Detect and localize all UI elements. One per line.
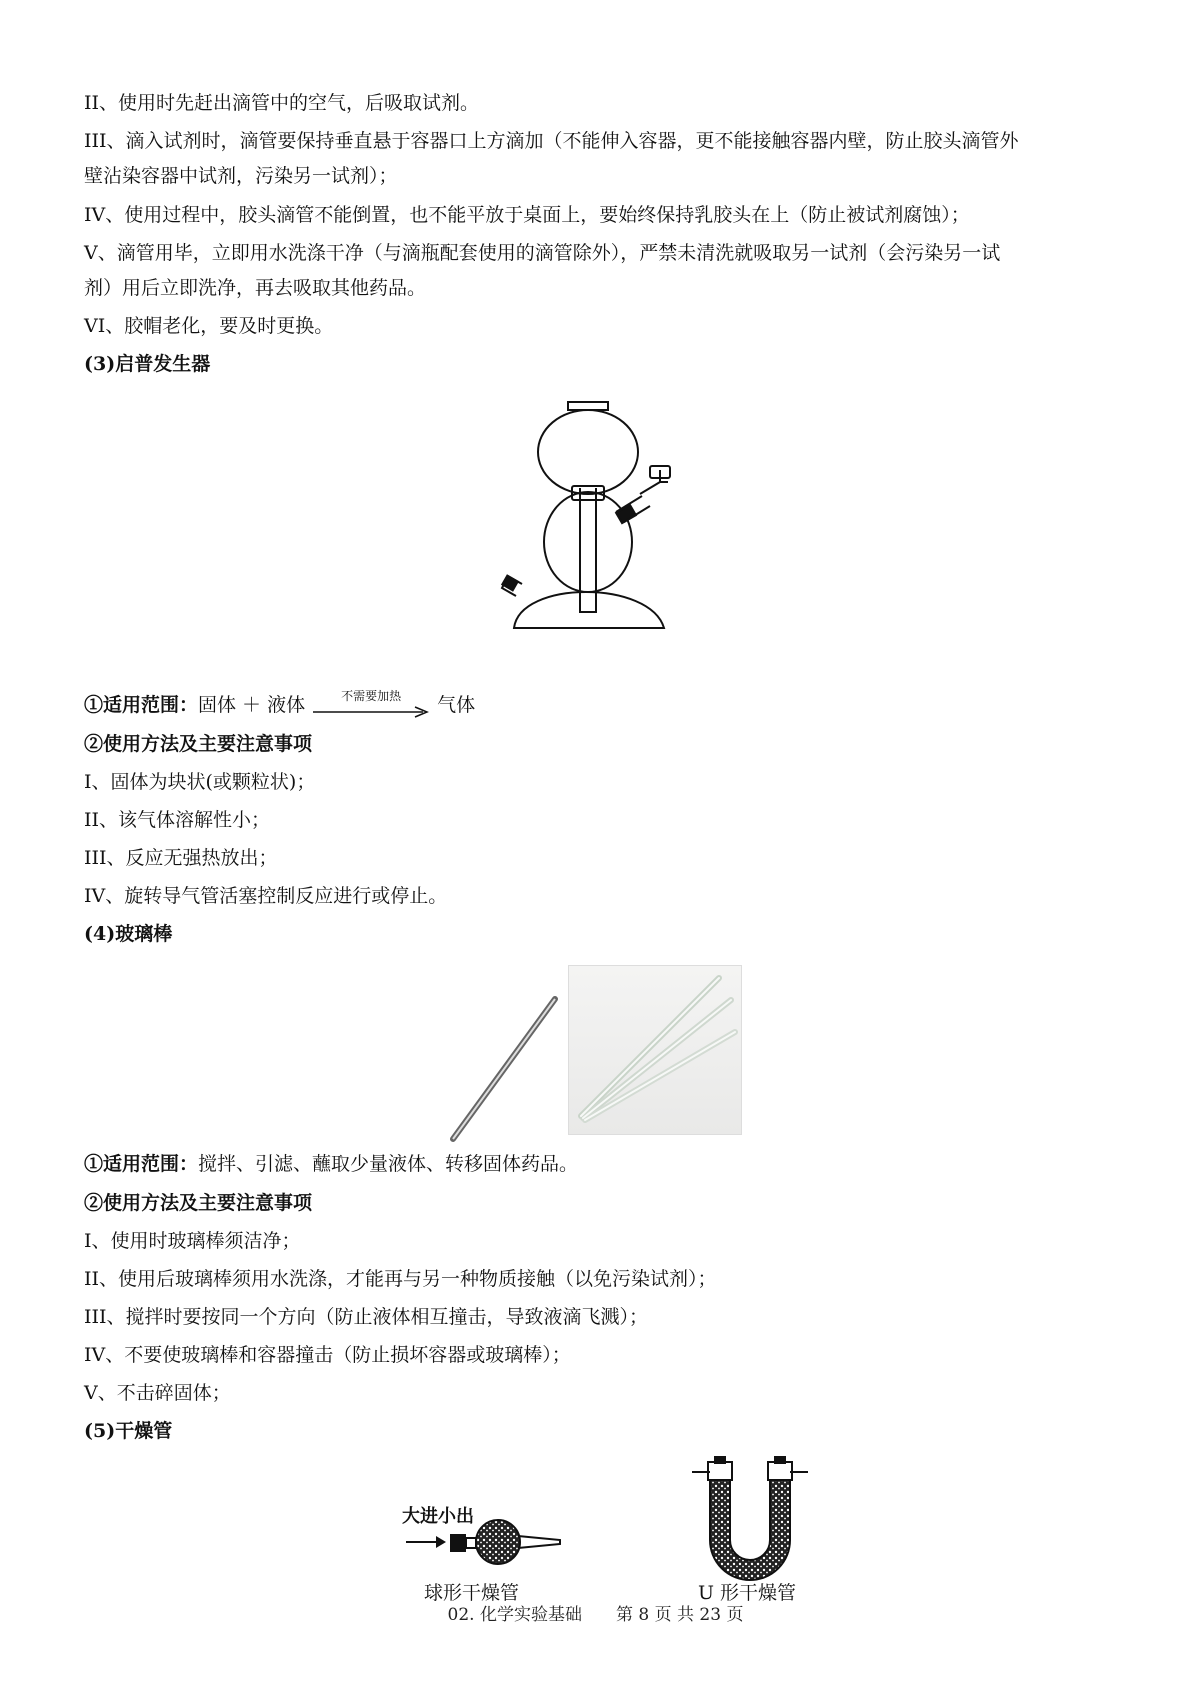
kipp-heading: (3)启普发生器 [84,353,211,375]
kipp-generator-figure [500,400,700,632]
kipp-item-4: IV、旋转导气管活塞控制反应进行或停止。 [84,885,448,907]
u-drying-tube-caption: U 形干燥管 [698,1582,797,1604]
rod-usage-heading: ②使用方法及主要注意事项 [84,1192,313,1214]
rod-item-1: I、使用时玻璃棒须洁净； [84,1230,301,1252]
glass-rods-icon [569,966,741,1134]
arrow-label: 不需要加热 [341,689,402,703]
kipp-scope-left: 固体 ＋ 液体 [198,694,306,716]
kipp-scope-right: 气体 [437,694,476,716]
dropper-item-2: II、使用时先赶出滴管中的空气，后吸取试剂。 [84,92,480,114]
kipp-usage-heading: ②使用方法及主要注意事项 [84,733,313,755]
right-arrow-icon [311,699,431,725]
dropper-item-3: III、滴入试剂时，滴管要保持垂直悬于容器口上方滴加（不能伸入容器，更不能接触容器内壁，防止胶头滴管外 [84,130,1019,152]
dropper-item-5-cont: 剂）用后立即洗净，再去吸取其他药品。 [84,277,427,299]
ball-drying-tube-caption: 球形干燥管 [424,1582,520,1604]
dropper-item-5: V、滴管用毕，立即用水洗涤干净（与滴瓶配套使用的滴管除外），严禁未清洗就吸取另一试剂（会污染另一试 [84,242,1001,264]
rod-item-4: IV、不要使玻璃棒和容器撞击（防止损坏容器或玻璃棒）； [84,1344,571,1366]
rod-item-5: V、不击碎固体； [84,1382,231,1404]
page-footer: 02. 化学实验基础 第 8 页 共 23 页 [447,1605,744,1625]
in-out-label: 大进小出 [402,1506,474,1527]
u-drying-tube-figure [690,1454,810,1584]
drying-heading: (5)干燥管 [84,1420,173,1442]
rod-heading: (4)玻璃棒 [84,923,173,945]
dropper-item-6: VI、胶帽老化，要及时更换。 [84,315,334,337]
kipp-item-3: III、反应无强热放出； [84,847,278,869]
rod-scope-text: 搅拌、引滤、蘸取少量液体、转移固体药品。 [198,1153,579,1175]
ball-drying-tube-figure [404,1514,564,1574]
glass-rod-drawing [445,995,565,1145]
kipp-item-1: I、固体为块状(或颗粒状)； [84,771,316,793]
kipp-scope-row [84,690,475,719]
rod-item-3: III、搅拌时要按同一个方向（防止液体相互撞击，导致液滴飞溅）； [84,1306,649,1328]
kipp-item-2: II、该气体溶解性小； [84,809,271,831]
rod-scope-label: ①适用范围： [84,1153,199,1175]
kipp-scope-label: ①适用范围： [84,694,199,716]
dropper-item-4: IV、使用过程中，胶头滴管不能倒置，也不能平放于桌面上，要始终保持乳胶头在上（防止被试剂腐蚀）； [84,204,970,226]
glass-rods-photo [568,965,742,1135]
dropper-item-3-cont: 壁沾染容器中试剂，污染另一试剂）； [84,165,398,187]
rod-scope-row [84,1151,578,1177]
rod-item-2: II、使用后玻璃棒须用水洗涤，才能再与另一种物质接触（以免污染试剂）； [84,1268,717,1290]
no-heat-arrow [311,689,431,719]
